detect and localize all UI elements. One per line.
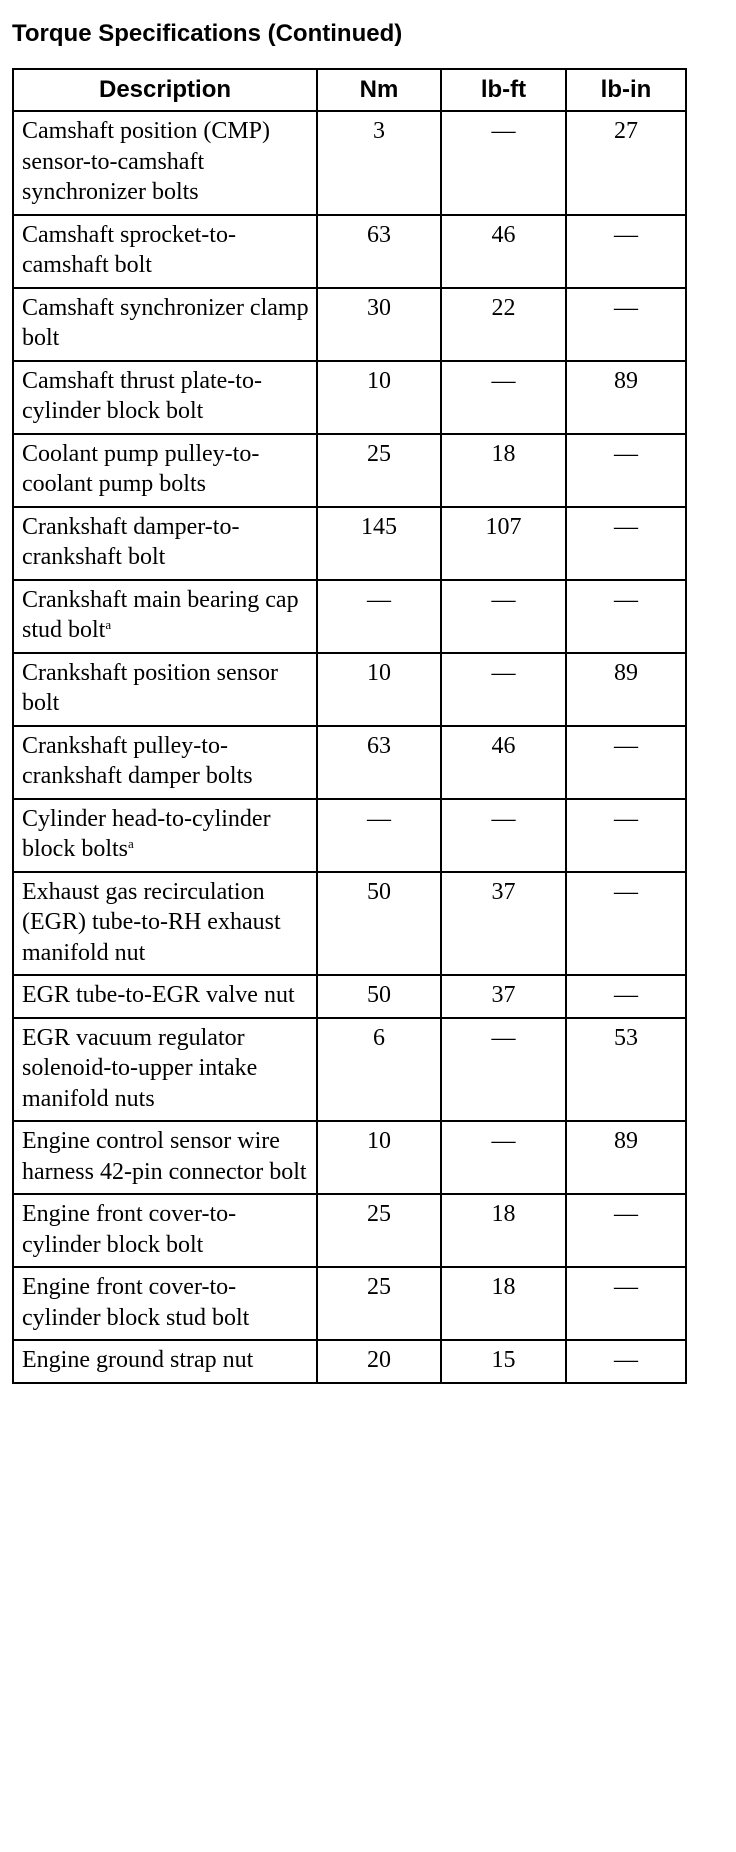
lbin-cell: — xyxy=(566,1340,686,1383)
description-text: Engine control sensor wire harness 42-pin connector bolt xyxy=(22,1128,307,1185)
description-text: Cylinder head-to-cylinder block bolts xyxy=(22,805,271,862)
lbin-cell: — xyxy=(566,799,686,872)
lbft-cell: — xyxy=(441,1121,566,1194)
header-row xyxy=(13,69,686,111)
lbft-cell: 37 xyxy=(441,872,566,976)
description-text: Crankshaft main bearing cap stud bolt xyxy=(22,586,299,643)
table-row xyxy=(13,653,686,726)
description-text: Engine front cover-to-cylinder block stud bolt xyxy=(22,1274,250,1331)
nm-cell: — xyxy=(317,799,441,872)
nm-cell: 10 xyxy=(317,1121,441,1194)
lbin-cell: — xyxy=(566,434,686,507)
description-cell xyxy=(13,975,317,1018)
table-row xyxy=(13,872,686,976)
table-row xyxy=(13,1018,686,1122)
table-row xyxy=(13,111,686,215)
description-cell xyxy=(13,1267,317,1340)
lbft-cell: 46 xyxy=(441,726,566,799)
description-text: Crankshaft position sensor bolt xyxy=(22,659,278,716)
table-row xyxy=(13,1121,686,1194)
lbin-cell: — xyxy=(566,975,686,1018)
footnote-mark: a xyxy=(105,617,112,632)
lbft-cell: — xyxy=(441,653,566,726)
lbft-cell: 107 xyxy=(441,507,566,580)
description-cell xyxy=(13,361,317,434)
lbin-cell: 89 xyxy=(566,653,686,726)
lbin-cell: — xyxy=(566,507,686,580)
description-text: Crankshaft pulley-to-crankshaft damper bolts xyxy=(22,732,253,789)
table-row xyxy=(13,726,686,799)
description-text: Engine ground strap nut xyxy=(22,1347,254,1373)
header-description: Description xyxy=(13,69,317,111)
lbin-cell: 89 xyxy=(566,361,686,434)
nm-cell: 25 xyxy=(317,434,441,507)
lbin-cell: — xyxy=(566,580,686,653)
lbin-cell: — xyxy=(566,288,686,361)
lbft-cell: 22 xyxy=(441,288,566,361)
table-row xyxy=(13,1267,686,1340)
description-cell xyxy=(13,1340,317,1383)
lbin-cell: — xyxy=(566,872,686,976)
lbft-cell: 18 xyxy=(441,1194,566,1267)
nm-cell: — xyxy=(317,580,441,653)
table-row xyxy=(13,975,686,1018)
description-cell xyxy=(13,799,317,872)
description-cell xyxy=(13,872,317,976)
description-cell xyxy=(13,580,317,653)
description-text: Camshaft synchronizer clamp bolt xyxy=(22,294,309,351)
header-lbin: lb-in xyxy=(566,69,686,111)
description-cell xyxy=(13,653,317,726)
lbft-cell: — xyxy=(441,799,566,872)
description-text: Camshaft thrust plate-to-cylinder block bolt xyxy=(22,367,262,424)
lbin-cell: 53 xyxy=(566,1018,686,1122)
nm-cell: 145 xyxy=(317,507,441,580)
nm-cell: 10 xyxy=(317,653,441,726)
table-row xyxy=(13,215,686,288)
lbin-cell: — xyxy=(566,1267,686,1340)
description-cell xyxy=(13,111,317,215)
description-cell xyxy=(13,507,317,580)
header-nm: Nm xyxy=(317,69,441,111)
table-body xyxy=(13,111,686,1383)
description-text: Camshaft sprocket-to-camshaft bolt xyxy=(22,221,236,278)
lbft-cell: 37 xyxy=(441,975,566,1018)
lbin-cell: — xyxy=(566,726,686,799)
table-row xyxy=(13,580,686,653)
header-lbft: lb-ft xyxy=(441,69,566,111)
lbft-cell: 18 xyxy=(441,1267,566,1340)
page-title: Torque Specifications (Continued) xyxy=(12,20,403,47)
nm-cell: 30 xyxy=(317,288,441,361)
lbft-cell: — xyxy=(441,1018,566,1122)
lbft-cell: 46 xyxy=(441,215,566,288)
description-cell xyxy=(13,1018,317,1122)
lbin-cell: 27 xyxy=(566,111,686,215)
nm-cell: 10 xyxy=(317,361,441,434)
nm-cell: 6 xyxy=(317,1018,441,1122)
description-cell xyxy=(13,1194,317,1267)
table-row xyxy=(13,288,686,361)
table-row xyxy=(13,434,686,507)
lbin-cell: 89 xyxy=(566,1121,686,1194)
lbft-cell: 15 xyxy=(441,1340,566,1383)
nm-cell: 25 xyxy=(317,1267,441,1340)
nm-cell: 20 xyxy=(317,1340,441,1383)
table-row xyxy=(13,507,686,580)
description-cell xyxy=(13,434,317,507)
description-text: EGR vacuum regulator solenoid-to-upper intake manifold nuts xyxy=(22,1024,258,1112)
description-cell xyxy=(13,215,317,288)
footnote-mark: a xyxy=(128,836,134,851)
description-text: Engine front cover-to-cylinder block bolt xyxy=(22,1201,237,1258)
description-text: EGR tube-to-EGR valve nut xyxy=(22,982,295,1008)
nm-cell: 25 xyxy=(317,1194,441,1267)
table-row xyxy=(13,1194,686,1267)
lbin-cell: — xyxy=(566,215,686,288)
description-text: Camshaft position (CMP) sensor-to-camshaft synchronizer bolts xyxy=(22,118,271,205)
nm-cell: 50 xyxy=(317,872,441,976)
lbft-cell: — xyxy=(441,580,566,653)
nm-cell: 3 xyxy=(317,111,441,215)
table-row xyxy=(13,1340,686,1383)
lbin-cell: — xyxy=(566,1194,686,1267)
nm-cell: 50 xyxy=(317,975,441,1018)
table-row xyxy=(13,799,686,872)
lbft-cell: — xyxy=(441,111,566,215)
description-text: Exhaust gas recirculation (EGR) tube-to-RH exhaust manifold nut xyxy=(22,878,281,966)
description-text: Crankshaft damper-to-crankshaft bolt xyxy=(22,513,240,570)
description-cell xyxy=(13,288,317,361)
description-text: Coolant pump pulley-to-coolant pump bolts xyxy=(22,440,260,497)
description-cell xyxy=(13,726,317,799)
table-row xyxy=(13,361,686,434)
nm-cell: 63 xyxy=(317,726,441,799)
nm-cell: 63 xyxy=(317,215,441,288)
torque-spec-table xyxy=(12,68,687,1384)
lbft-cell: — xyxy=(441,361,566,434)
lbft-cell: 18 xyxy=(441,434,566,507)
description-cell xyxy=(13,1121,317,1194)
